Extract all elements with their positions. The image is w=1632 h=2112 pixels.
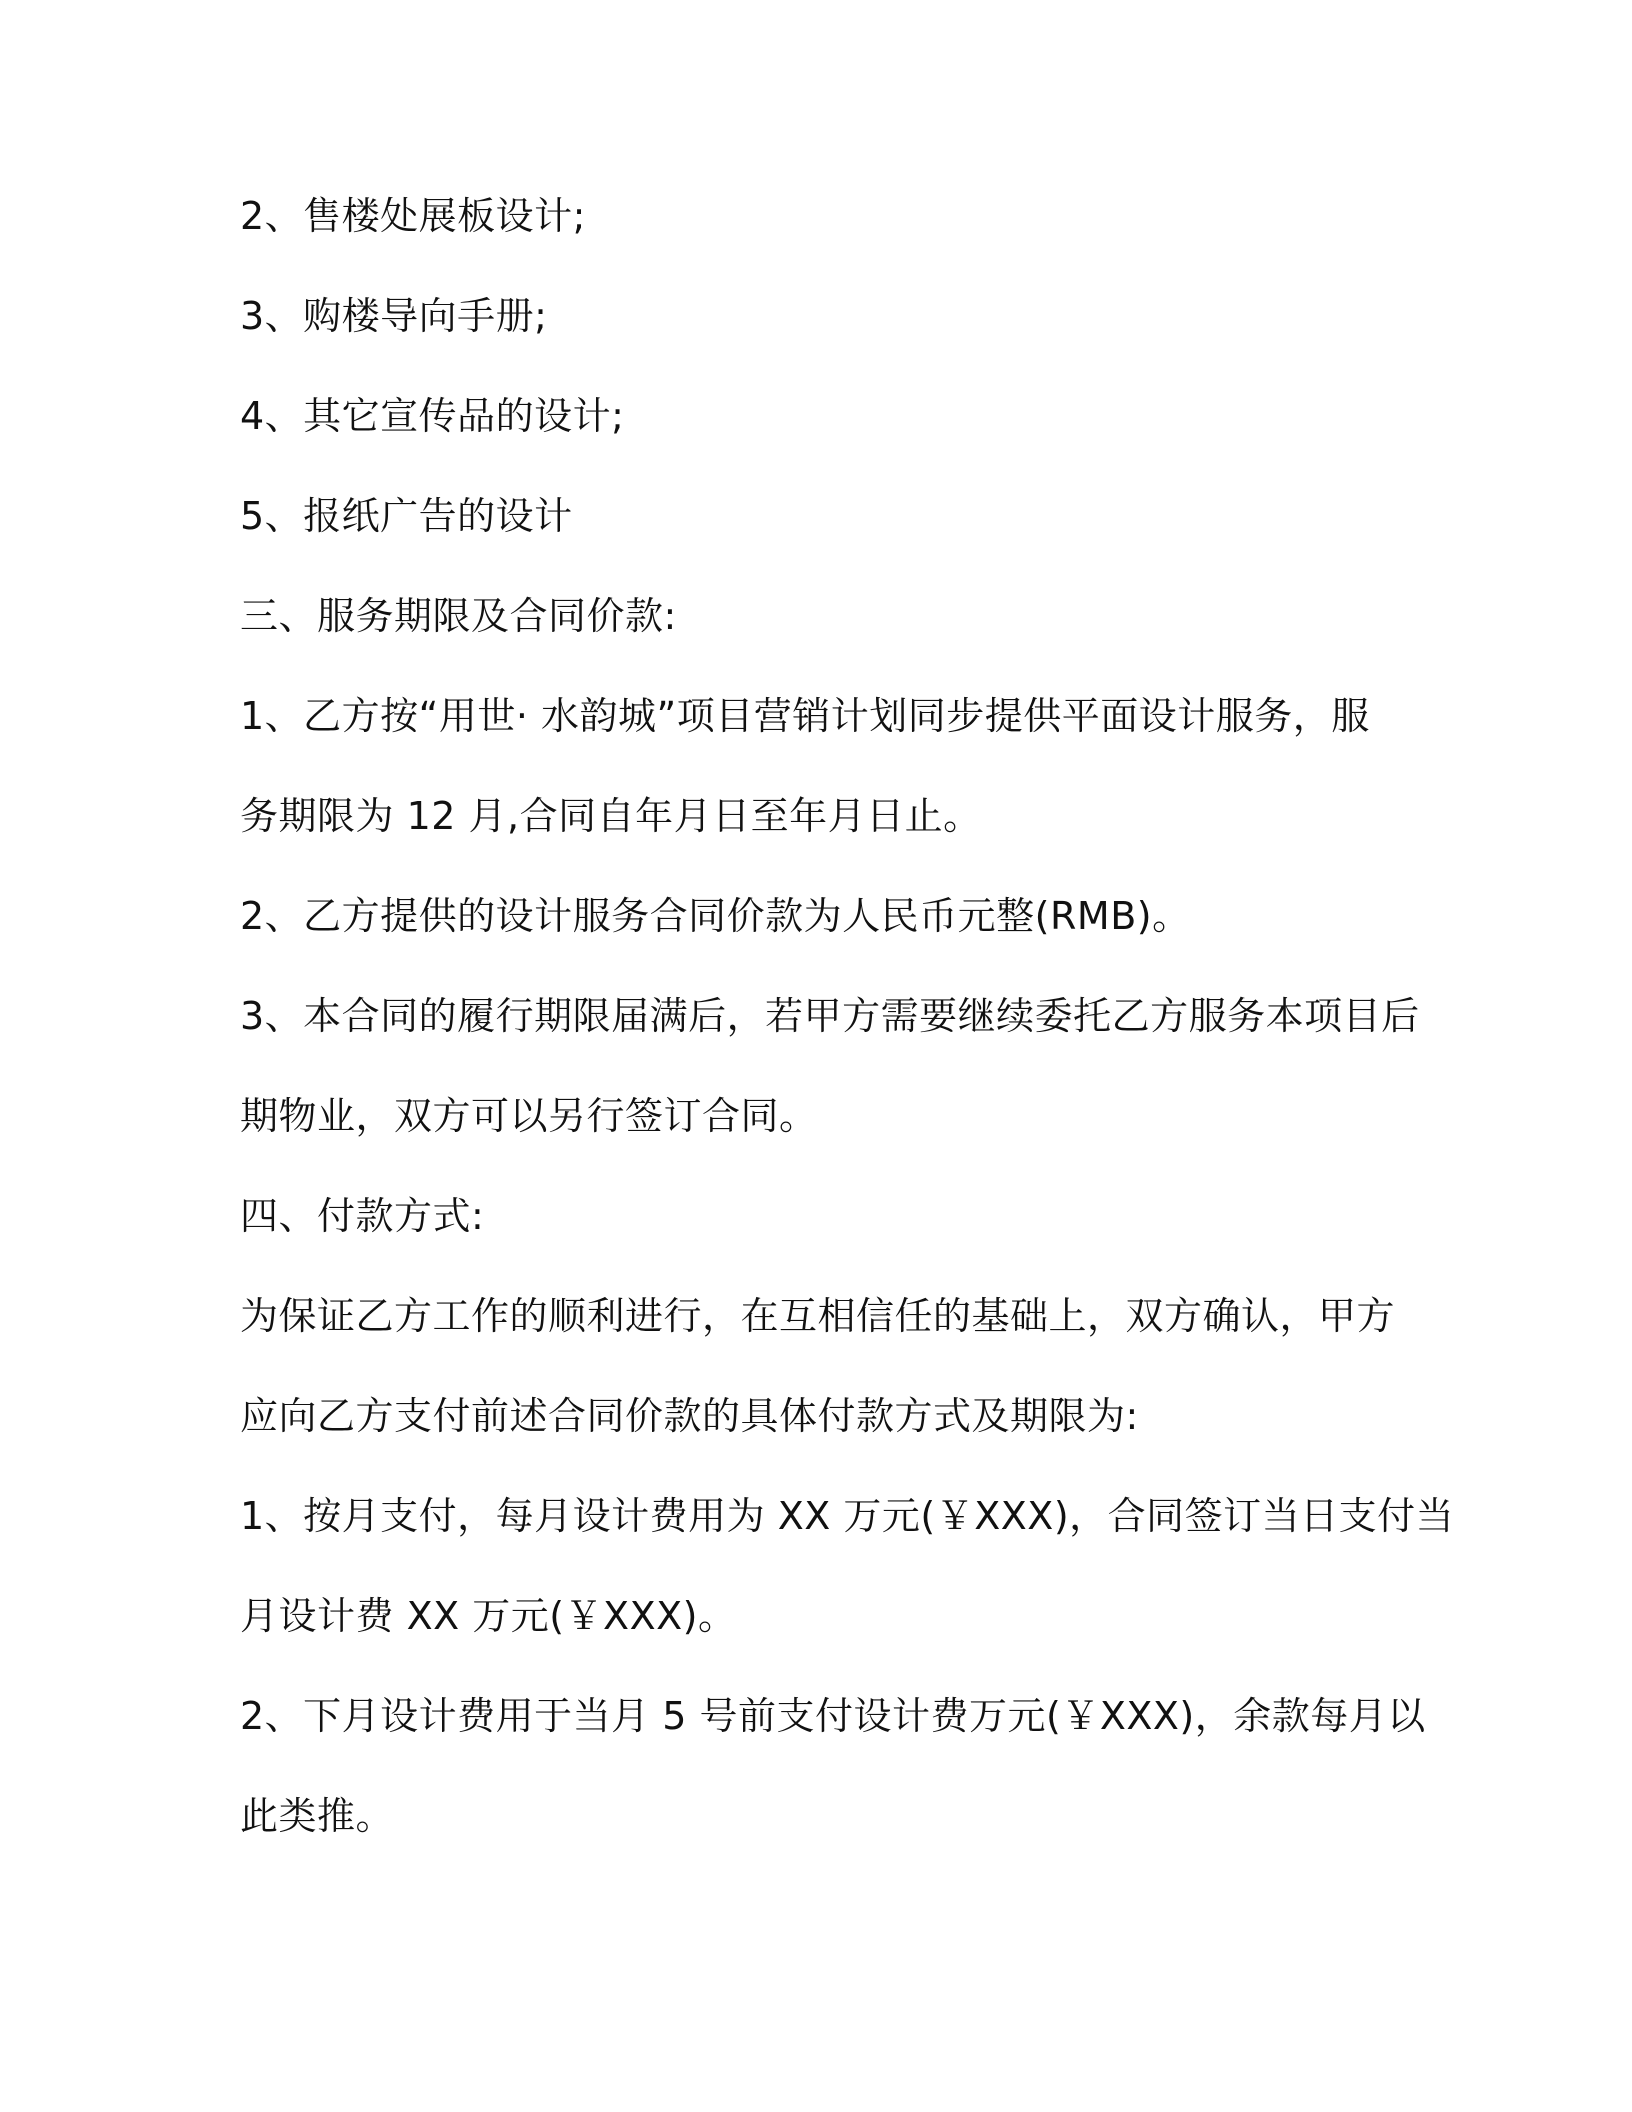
list-item-4: 4、其它宣传品的设计; — [240, 394, 625, 438]
paragraph-line: 务期限为 12 月,合同自年月日至年月日止。 — [240, 794, 982, 838]
list-item-2: 2、售楼处展板设计; — [240, 194, 586, 238]
list-item-3: 3、购楼导向手册; — [240, 294, 548, 338]
paragraph-line: 应向乙方支付前述合同价款的具体付款方式及期限为: — [240, 1394, 1139, 1438]
paragraph-line: 1、按月支付，每月设计费用为 XX 万元(￥XXX)，合同签订当日支付当 — [240, 1494, 1455, 1538]
paragraph-line: 月设计费 XX 万元(￥XXX)。 — [240, 1594, 737, 1638]
paragraph-line: 期物业，双方可以另行签订合同。 — [240, 1094, 818, 1138]
section-heading-4: 四、付款方式: — [240, 1194, 485, 1238]
list-item-5: 5、报纸广告的设计 — [240, 494, 573, 538]
paragraph-line: 此类推。 — [240, 1794, 395, 1838]
paragraph-line: 2、下月设计费用于当月 5 号前支付设计费万元(￥XXX)，余款每月以 — [240, 1694, 1426, 1738]
paragraph-line: 为保证乙方工作的顺利进行，在互相信任的基础上，双方确认，甲方 — [240, 1294, 1396, 1338]
paragraph-line: 3、本合同的履行期限届满后，若甲方需要继续委托乙方服务本项目后 — [240, 994, 1420, 1038]
paragraph-line: 2、乙方提供的设计服务合同价款为人民币元整(RMB)。 — [240, 894, 1191, 938]
section-heading-3: 三、服务期限及合同价款: — [240, 594, 677, 638]
paragraph-line: 1、乙方按“用世· 水韵城”项目营销计划同步提供平面设计服务，服 — [240, 694, 1370, 738]
